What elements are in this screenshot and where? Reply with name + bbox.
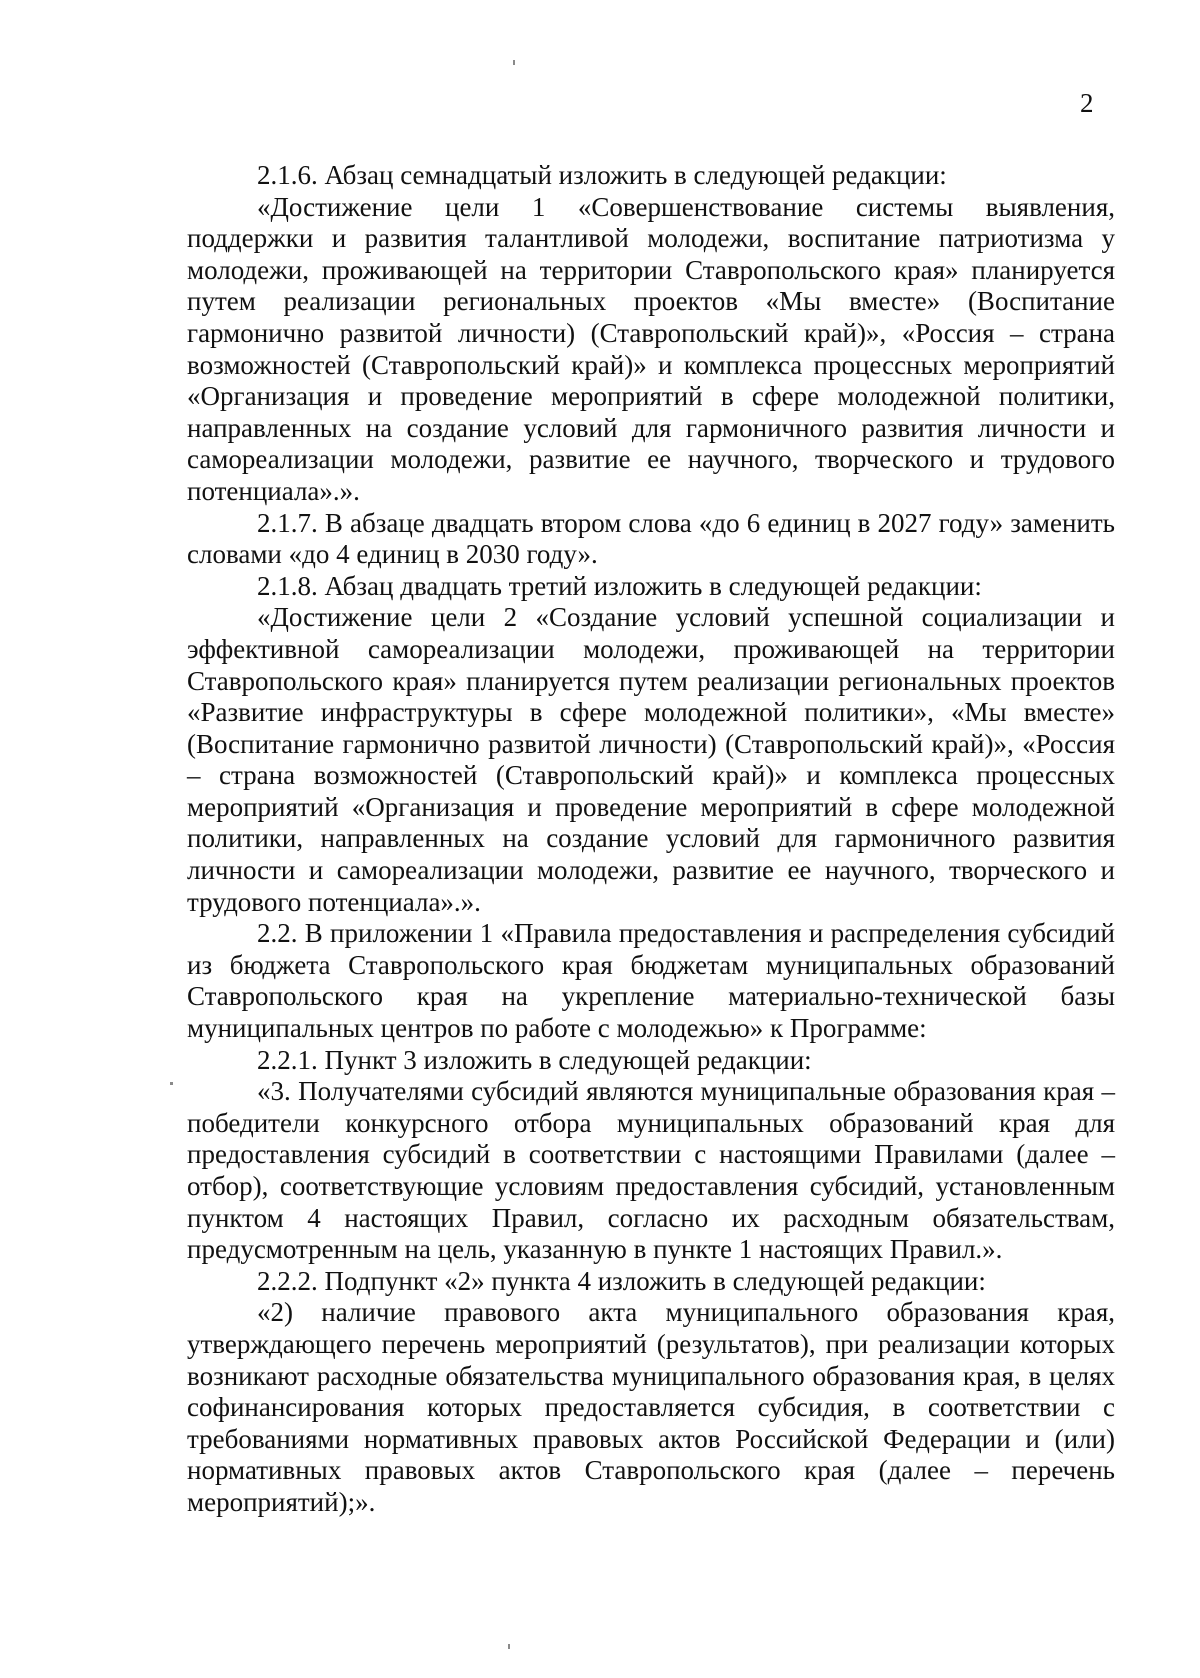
- paragraph-2-2-2: 2.2.2. Подпункт «2» пункта 4 изложить в следующей редакции:: [257, 1265, 986, 1296]
- paragraph-goal-2-text: «Достижение цели 2 «Создание условий успешной социализации и эффективной самореализации молодежи, проживающей на территории Ставропольского края» планируется путем реализации региональных проектов «Развитие инфраструктуры в сфере молодежной политики», «Мы вместе» (Воспитание гармонично развитой личности) (Ставропольский край)», «Россия – страна возможностей (Ставропольский край)» и комплекса процессных мероприятий «Организация и проведение мероприятий в сфере молодежной политики, направленных на создание условий для гармоничного развития личности и самореализации молодежи, развитие ее научного, творческого и трудового потенциала».».: [187, 602, 1115, 917]
- paragraph-2-1-8: 2.1.8. Абзац двадцать третий изложить в следующей редакции:: [257, 570, 982, 601]
- paragraph-2-1-6: 2.1.6. Абзац семнадцатый изложить в следующей редакции:: [257, 160, 947, 190]
- document-body: [187, 160, 1115, 1519]
- paragraph-point-3-text: «3. Получателями субсидий являются муниципальные образования края – победители конкурсного отбора муниципальных образований края для предоставления субсидий в соответствии с настоящими Правилами (далее – отбор), соответствующие условиям предоставления субсидий, установленным пунктом 4 настоящих Правил, согласно их расходным обязательствам, предусмотренным на цель, указанную в пункте 1 настоящих Правил.».: [187, 1076, 1115, 1265]
- scan-speck: [170, 1082, 173, 1085]
- paragraph-2-2-1: 2.2.1. Пункт 3 изложить в следующей редакции:: [257, 1044, 812, 1075]
- page-number: 2: [1080, 88, 1094, 118]
- paragraph-subpoint-2-text: «2) наличие правового акта муниципального образования края, утверждающего перечень мероприятий (результатов), при реализации которых возникают расходные обязательства муниципального образования края, в целях софинансирования которых предоставляется субсидия, в соответствии с требованиями нормативных правовых актов Российской Федерации и (или) нормативных правовых актов Ставропольского края (далее – перечень мероприятий);».: [187, 1297, 1115, 1517]
- scan-speck: [513, 60, 515, 65]
- paragraph-goal-1-text: «Достижение цели 1 «Совершенствование системы выявления, поддержки и развития талантливой молодежи, воспитание патриотизма у молодежи, проживающей на территории Ставропольского края» планируется путем реализации региональных проектов «Мы вместе» (Воспитание гармонично развитой личности) (Ставропольский край)», «Россия – страна возможностей (Ставропольский край)» и комплекса процессных мероприятий «Организация и проведение мероприятий в сфере молодежной политики, направленных на создание условий для гармоничного развития личности и самореализации молодежи, развитие ее научного, творческого и трудового потенциала».».: [187, 191, 1115, 506]
- paragraph-2-2: 2.2. В приложении 1 «Правила предоставления и распределения субсидий из бюджета Ставропольского края бюджетам муниципальных образований Ставропольского края на укрепление материально-технической базы муниципальных центров по работе с молодежью» к Программе:: [187, 918, 1115, 1044]
- scan-speck: [508, 1644, 510, 1649]
- paragraph-2-1-7: 2.1.7. В абзаце двадцать втором слова «до 6 единиц в 2027 году» заменить словами «до 4 единиц в 2030 году».: [187, 507, 1115, 570]
